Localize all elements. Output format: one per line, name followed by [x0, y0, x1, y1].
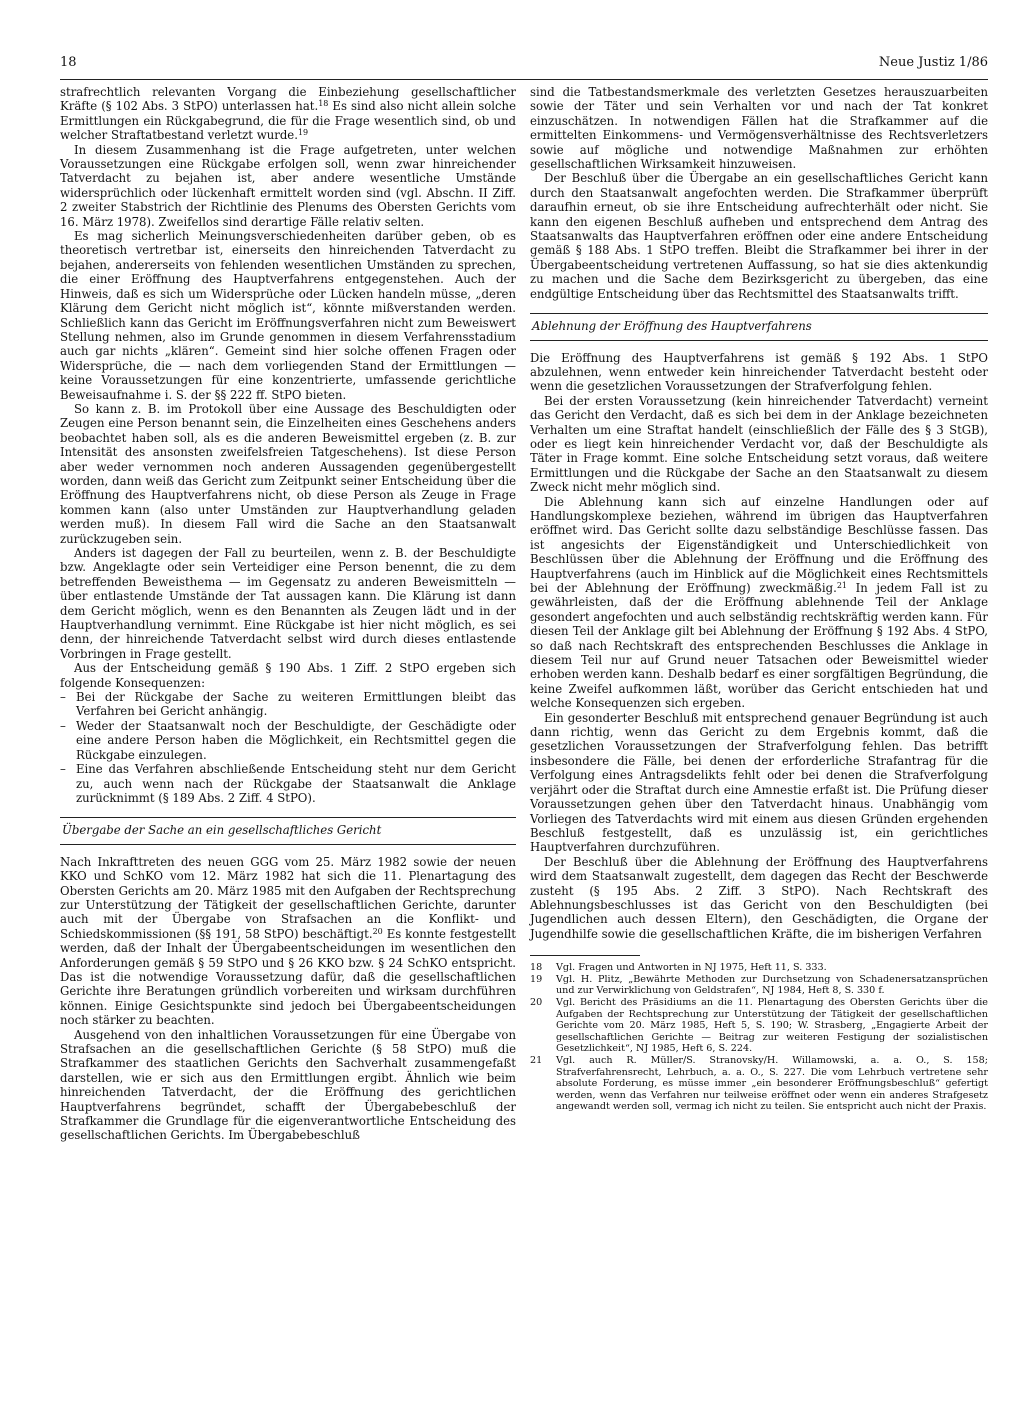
- footnote: [530, 974, 988, 997]
- paragraph: strafrechtlich relevanten Vorgang die Einbeziehung gesellschaftlicher Kräfte (§ 102 Abs. 3 StPO) unterlassen hat.$^{18}$ Es sind also nicht allein solche Ermittlungen ein Rückgabegrund, die für die Frage wesentlich sind, ob und welcher Straftatbestand verletzt wurde.$^{19}$: [60, 85, 517, 143]
- list-item: – Eine das Verfahren abschließende Entscheidung steht nur dem Gericht zu, auch wenn nach der Rückgabe der Staatsanwalt die Anklage zurücknimmt (§ 189 Abs. 2 Ziff. 4 StPO).: [60, 762, 516, 805]
- paragraph: Es mag sicherlich Meinungsverschiedenheiten darüber geben, ob es theoretisch vertretbar ist, einerseits den hinreichenden Tatverdacht zu bejahen, andererseits von fehlenden wesentlichen Umständen zu sprechen, die einer Eröffnung des Hauptverfahrens entgegenstehen. Auch der Hinweis, daß es sich um Widersprüche oder Lücken handeln müsse, „deren Klärung dem Gericht nicht möglich ist“, könnte mißverstanden werden. Schließlich kann das Gericht im Eröffnungsverfahren nicht zum Beweiswert Stellung nehmen, also im Grunde genommen in diesem Verfahrensstadium auch gar nichts „klären“. Gemeint sind hier solche offenen Fragen oder Widersprüche, die — nach dem vorliegenden Stand der Ermittlungen — keine Voraussetzungen für eine konzentrierte, umfassende gerichtliche Beweisaufnahme i. S. der §§ 222 ff. StPO bieten.: [60, 229, 516, 402]
- paragraph: In diesem Zusammenhang ist die Frage aufgetreten, unter welchen Voraussetzungen eine Rückgabe erfolgen soll, wenn zwar hinreichender Tatverdacht zu bejahen ist, aber andere wesentliche Umstände widersprüchlich oder lückenhaft ermittelt worden sind (vgl. Abschn. II Ziff. 2 zweiter Stabstrich der Richtlinie des Plenums des Obersten Gerichts vom 16. März 1978). Zweifellos sind derartige Fälle relativ selten.: [60, 142, 516, 229]
- section-heading: Ablehnung der Eröffnung des Hauptverfahrens: [530, 313, 988, 340]
- footnote-number: 21: [530, 1054, 543, 1066]
- footnote-ref[interactable]: 18: [318, 99, 329, 109]
- footnote: [530, 962, 988, 974]
- paragraph: Ein gesonderter Beschluß mit entsprechend genauer Begründung ist auch dann richtig, wenn das Gericht zu dem Ergebnis kommt, daß die gesetzlichen Voraussetzungen der Strafverfolgung fehlen. Das betrifft insbesondere die Fälle, bei denen der erforderliche Strafantrag für die Verfolgung eines Antragsdelikts fehlt oder bei denen die Strafverfolgung verjährt oder die Straftat durch eine Amnestie erfaßt ist. Die Prüfung dieser Voraussetzungen gehen über den Tatverdacht hinaus. Unabhängig vom Vorliegen des Tatverdachts wird mit einem aus diesen Gründen ergehenden Beschluß festgestellt, daß es unzulässig ist, ein gerichtliches Hauptverfahren durchzuführen.: [530, 710, 988, 855]
- paragraph: Nach Inkrafttreten des neuen GGG vom 25. März 1982 sowie der neuen KKO und SchKO vom 12. März 1982 hat sich die 11. Plenartagung des Obersten Gerichts am 20. März 1985 mit den Aufgaben der Rechtsprechung zur Unterstützung der Tätigkeit der gesellschaftlichen Gerichte, darunter auch mit der Übergabe von Strafsachen an die Konflikt- und Schiedskommissionen (§§ 191, 58 StPO) beschäftigt.$^{20}$ Es konnte festgestellt werden, daß der Inhalt der Übergabeentscheidungen im wesentlichen den Anforderungen gemäß § 59 StPO und § 26 KKO bzw. § 24 SchKO entspricht. Das ist die notwendige Voraussetzung dafür, daß die gesellschaftlichen Gerichte ihre Beratungen gründlich vorbereiten und wirksam durchführen können. Einige Gesichtspunkte sind jedoch bei Übergabeentscheidungen noch stärker zu beachten.: [60, 854, 516, 1028]
- footnote: [530, 1055, 988, 1113]
- page-header: [60, 55, 988, 80]
- paragraph: Die Ablehnung kann sich auf einzelne Handlungen oder auf Handlungskomplexe beziehen, während im übrigen das Hauptverfahren eröffnet wird. Das Gericht sollte dazu selbständige Beschlüsse fassen. Das ist angesichts der Eigenständigkeit und Unterschiedlichkeit von Beschlüssen über die Ablehnung der Eröffnung und die Eröffnung des Hauptverfahrens (auch im Hinblick auf die Möglichkeit eines Rechtsmittels bei der Ablehnung der Eröffnung) zweckmäßig.$^{21}$ In jedem Fall ist zu gewährleisten, daß der die Eröffnung ablehnende Teil der Anklage gesondert angefochten und auch selbständig rechtskräftig werden kann. Für diesen Teil der Anklage gilt bei Ablehnung der Eröffnung § 192 Abs. 4 StPO, so daß nach Rechtskraft des entsprechenden Beschlusses die Anklage in diesem Teil nur auf Grund neuer Tatsachen oder Beweismittel wieder erhoben werden kann. Deshalb bedarf es einer sorgfältigen Begründung, die keine Zweifel aufkommen läßt, worüber das Gericht entschieden hat und welche Konsequenzen sich ergeben.: [530, 494, 988, 711]
- footnote-text: Vgl. H. Plitz, „Bewährte Methoden zur Durchsetzung von Schadenersatzansprüchen und zur Verwirklichung von Geldstrafen“, NJ 1984, Heft 8, S. 330 f.: [556, 973, 988, 997]
- section-heading: Übergabe der Sache an ein gesellschaftliches Gericht: [60, 817, 516, 844]
- footnote-ref[interactable]: 20: [372, 926, 383, 936]
- paragraph: Bei der ersten Voraussetzung (kein hinreichender Tatverdacht) verneint das Gericht den Verdacht, daß es sich bei dem in der Anklage bezeichneten Verhalten um eine Straftat handelt (einschließlich der Fälle des § 3 StGB), oder es liegt kein hinreichender Verdacht vor, daß der Beschuldigte als Täter in Frage kommt. Eine solche Entscheidung setzt voraus, daß weitere Ermittlungen und die Rückgabe der Sache an den Staatsanwalt zu diesem Zweck nicht mehr möglich sind.: [530, 393, 988, 495]
- footnote: [530, 997, 988, 1055]
- journal-title: Neue Justiz 1/86: [878, 55, 988, 70]
- list-item: – Bei der Rückgabe der Sache zu weiteren Ermittlungen bleibt das Verfahren bei Gericht anhängig.: [60, 690, 516, 719]
- paragraph: Der Beschluß über die Ablehnung der Eröffnung des Hauptverfahrens wird dem Staatsanwalt zugestellt, dem dagegen das Recht der Beschwerde zusteht (§ 195 Abs. 2 Ziff. 3 StPO). Nach Rechtskraft des Ablehnungsbeschlusses ist das Gericht von den Beschuldigten (bei Jugendlichen auch dessen Eltern), den Geschädigten, die Organe der Jugendhilfe sowie die gesellschaftlichen Kräfte, die im bisherigen Verfahren: [530, 854, 988, 941]
- page-number: 18: [60, 55, 77, 70]
- paragraph: Die Eröffnung des Hauptverfahrens ist gemäß § 192 Abs. 1 StPO abzulehnen, wenn entweder kein hinreichender Tatverdacht besteht oder wenn die gesetzlichen Voraussetzungen der Strafverfolgung fehlen.: [530, 350, 988, 394]
- footnote-ref[interactable]: 19: [297, 128, 309, 138]
- footnote-text: Vgl. auch R. Müller/S. Stranovsky/H. Willamowski, a. a. O., S. 158; Strafverfahrensrecht, Lehrbuch, a. a. O., S. 227. Die vom Lehrbuch vertretene sehr absolute Forderung, es müsse immer „ein besonderer Eröffnungsbeschluß“ gefertigt werden, wenn das Verfahren nur teilweise eröffnet oder wenn ein anderes Strafgesetz angewandt werden soll, vermag ich nicht zu teilen. Sie entspricht auch nicht der Praxis.: [556, 1054, 988, 1113]
- left-column: [60, 85, 516, 1143]
- paragraph: So kann z. B. im Protokoll über eine Aussage des Beschuldigten oder Zeugen eine Person benannt sein, die Einzelheiten eines Geschehens anders beobachtet haben soll, als es die anderen Beweismittel ergeben (z. B. zur Intensität des ansonsten zweifelsfreien Tatgeschehens). Ist diese Person aber weder vernommen noch anderen Aussagenden gegenübergestellt worden, dann weiß das Gericht zum Zeitpunkt seiner Entscheidung über die Eröffnung des Hauptverfahrens nicht, ob diese Person als Zeuge in Frage kommen kann (also unter Umständen zur Hauptverhandlung geladen werden muß). In diesem Fall wird die Sache an den Staatsanwalt zurückzugeben sein.: [60, 401, 516, 546]
- footnote-text: Vgl. Bericht des Präsidiums an die 11. Plenartagung des Obersten Gerichts über die Aufgaben der Rechtsprechung zur Unterstützung der Tätigkeit der gesellschaftlichen Gerichte vom 20. März 1985, Heft 5, S. 190; W. Strasberg, „Engagierte Arbeit der gesellschaftlichen Gerichte — Beitrag zur weiteren Festigung der sozialistischen Gesetzlichkeit“, NJ 1985, Heft 6, S. 224.: [556, 996, 988, 1055]
- footnote-number: 20: [530, 996, 543, 1008]
- footnote-divider: [530, 955, 640, 956]
- list-item: – Weder der Staatsanwalt noch der Beschuldigte, der Geschädigte oder eine andere Person haben die Möglichkeit, ein Rechtsmittel gegen die Rückgabe einzulegen.: [60, 719, 516, 762]
- footnote-text: Vgl. Fragen und Antworten in NJ 1975, Heft 11, S. 333.: [556, 962, 827, 974]
- paragraph: Ausgehend von den inhaltlichen Voraussetzungen für eine Übergabe von Strafsachen an die gesellschaftlichen Gerichte (§ 58 StPO) muß die Strafkammer des staatlichen Gerichts den Sachverhalt zusammengefaßt darstellen, wie er sich aus den Ermittlungen ergibt. Ähnlich wie beim hinreichenden Tatverdacht, der die Eröffnung des gerichtlichen Hauptverfahrens begründet, schafft der Übergabebeschluß der Strafkammer die Grundlage für die eigenverantwortliche Entscheidung des gesellschaftlichen Gerichts. Im Übergabebeschluß: [60, 1027, 516, 1143]
- right-column: [530, 85, 988, 1113]
- footnote-number: 19: [530, 973, 543, 985]
- footnote-number: 18: [530, 962, 543, 974]
- footnote-ref[interactable]: 21: [836, 581, 847, 590]
- paragraph: Aus der Entscheidung gemäß § 190 Abs. 1 Ziff. 2 StPO ergeben sich folgende Konsequenzen:: [60, 661, 516, 690]
- paragraph: sind die Tatbestandsmerkmale des verletzten Gesetzes herauszuarbeiten sowie der Täter und sein Verhalten vor und nach der Tat konkret einzuschätzen. In notwendigen Fällen hat die Strafkammer auf die ermittelten Einkommens- und Vermögensverhältnisse des Rechtsverletzers sowie auf mögliche und notwendige Maßnahmen zur erhöhten gesellschaftlichen Wirksamkeit hinzuweisen.: [530, 85, 988, 172]
- paragraph: Der Beschluß über die Übergabe an ein gesellschaftliches Gericht kann durch den Staatsanwalt angefochten werden. Die Strafkammer überprüft daraufhin erneut, ob sie ihre Entscheidung aufrechterhält oder nicht. Sie kann den eigenen Beschluß aufheben und entsprechend dem Antrag des Staatsanwalts das Hauptverfahren eröffnen oder eine andere Entscheidung gemäß § 188 Abs. 1 StPO treffen. Bleibt die Strafkammer bei ihrer in der Übergabeentscheidung vertretenen Auffassung, so hat sie dies aktenkundig zu machen und die Sache dem Bezirksgericht zu übergeben, das eine endgültige Entscheidung über das Rechtsmittel des Staatsanwalts trifft.: [530, 171, 988, 301]
- paragraph: Anders ist dagegen der Fall zu beurteilen, wenn z. B. der Beschuldigte bzw. Angeklagte oder sein Verteidiger eine Person benennt, die zu dem betreffenden Beweisthema — im Gegensatz zu anderen Beweismitteln — über entlastende Umstände der Tat aussagen kann. Die Klärung ist dann dem Gericht möglich, wenn es den Benannten als Zeugen lädt und in der Hauptverhandlung vernimmt. Eine Rückgabe ist hier nicht möglich, es sei denn, der hinreichende Tatverdacht selbst wird durch dieses entlastende Vorbringen in Frage gestellt.: [60, 546, 516, 661]
- consequences-list: [60, 690, 516, 805]
